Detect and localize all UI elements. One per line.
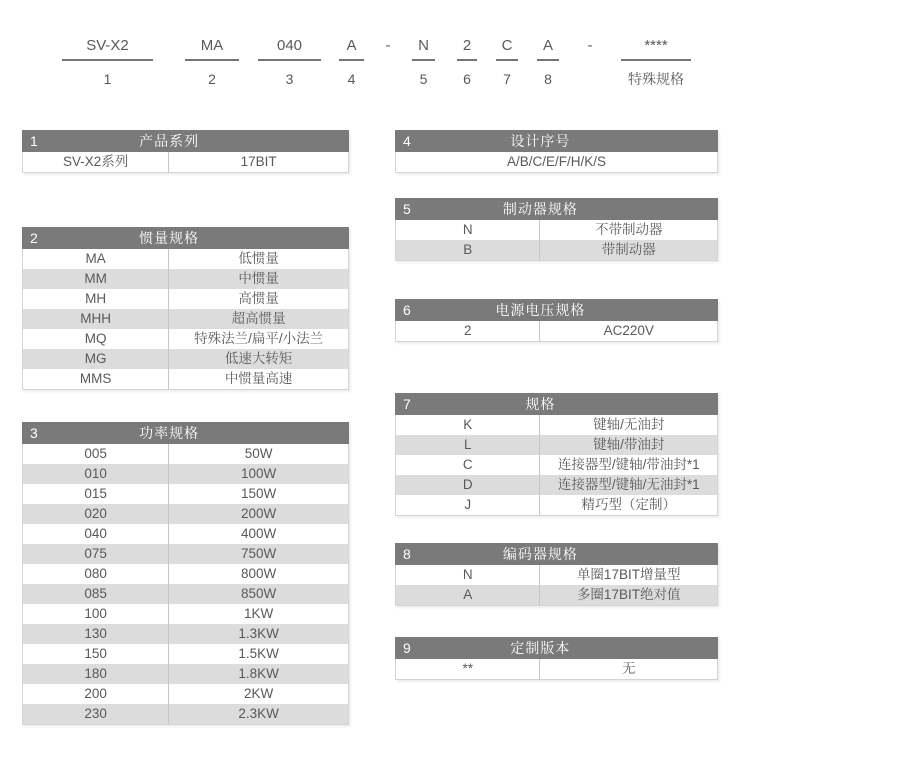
table-row bbox=[23, 604, 348, 624]
code-cell: MQ bbox=[23, 329, 169, 349]
code-cell: 100 bbox=[23, 604, 169, 624]
table-row bbox=[23, 484, 348, 504]
code-segment-1 bbox=[62, 34, 153, 89]
table-number: 4 bbox=[403, 133, 411, 149]
code-segment-6 bbox=[457, 34, 477, 89]
table-body bbox=[395, 152, 718, 173]
table-number: 7 bbox=[403, 396, 411, 412]
code-cell: L bbox=[396, 435, 540, 455]
table-row bbox=[23, 624, 348, 644]
description-cell: 连接器型/键轴/带油封*1 bbox=[557, 457, 700, 472]
description-cell: 无 bbox=[621, 661, 636, 676]
description-cell: 1.5KW bbox=[238, 646, 279, 661]
description-cell: 键轴/无油封 bbox=[593, 417, 665, 432]
code-cell: 015 bbox=[23, 484, 169, 504]
code-cell: B bbox=[396, 240, 540, 260]
table-custom-version bbox=[395, 637, 718, 680]
code-cell: A bbox=[396, 585, 540, 605]
description-cell: 850W bbox=[240, 586, 277, 601]
code-cell: SV-X2系列 bbox=[23, 152, 169, 172]
code-segment-special bbox=[621, 34, 691, 89]
table-title: 功率规格 bbox=[139, 425, 200, 441]
segment-underline bbox=[457, 59, 477, 61]
table-row bbox=[23, 644, 348, 664]
code-cell: 010 bbox=[23, 464, 169, 484]
table-title: 产品系列 bbox=[139, 133, 200, 149]
code-cell: C bbox=[396, 455, 540, 475]
description-cell: 1KW bbox=[243, 606, 274, 621]
description-cell: 2KW bbox=[243, 686, 274, 701]
code-cell: MH bbox=[23, 289, 169, 309]
code-cell: 020 bbox=[23, 504, 169, 524]
description-cell: 750W bbox=[240, 546, 277, 561]
table-row bbox=[396, 565, 717, 585]
value-cell: A/B/C/E/F/H/K/S bbox=[506, 154, 607, 169]
description-cell: AC220V bbox=[603, 323, 654, 338]
segment-underline bbox=[496, 59, 518, 61]
code-cell: 075 bbox=[23, 544, 169, 564]
description-cell: 键轴/带油封 bbox=[593, 437, 665, 452]
table-row bbox=[23, 564, 348, 584]
table-row bbox=[23, 544, 348, 564]
table-body bbox=[395, 321, 718, 342]
code-segment-5 bbox=[412, 34, 435, 89]
table-power-spec bbox=[22, 422, 349, 725]
table-shaft-spec bbox=[395, 393, 718, 516]
table-header bbox=[22, 130, 349, 152]
table-row bbox=[396, 321, 717, 341]
table-body bbox=[22, 152, 349, 173]
segment-number: 7 bbox=[503, 71, 511, 87]
code-cell: N bbox=[396, 565, 540, 585]
table-row bbox=[23, 349, 348, 369]
table-row bbox=[23, 444, 348, 464]
code-text: C bbox=[501, 37, 513, 54]
table-number: 8 bbox=[403, 546, 411, 562]
table-body bbox=[395, 565, 718, 606]
description-cell: 精巧型（定制） bbox=[581, 497, 676, 512]
code-segment-2 bbox=[185, 34, 239, 89]
table-title: 定制版本 bbox=[510, 640, 571, 656]
code-segment-8 bbox=[537, 34, 559, 89]
code-separator bbox=[559, 34, 621, 69]
table-row bbox=[23, 504, 348, 524]
description-cell: 150W bbox=[240, 486, 277, 501]
table-title: 规格 bbox=[525, 396, 556, 412]
table-row bbox=[396, 220, 717, 240]
segment-underline bbox=[621, 59, 691, 61]
table-number: 6 bbox=[403, 302, 411, 318]
description-cell: 50W bbox=[244, 446, 273, 461]
segment-underline bbox=[185, 59, 239, 61]
table-row bbox=[396, 415, 717, 435]
table-number: 1 bbox=[30, 133, 38, 149]
code-cell: 180 bbox=[23, 664, 169, 684]
table-row bbox=[396, 455, 717, 475]
table-row bbox=[23, 464, 348, 484]
code-text: SV-X2 bbox=[86, 37, 129, 54]
table-row bbox=[23, 664, 348, 684]
model-code-strip bbox=[62, 34, 691, 89]
description-cell: 特殊法兰/扁平/小法兰 bbox=[194, 331, 324, 346]
table-design-serial bbox=[395, 130, 718, 173]
code-cell: D bbox=[396, 475, 540, 495]
table-row bbox=[396, 475, 717, 495]
table-brake-spec bbox=[395, 198, 718, 261]
code-segment-3 bbox=[258, 34, 321, 89]
table-body bbox=[395, 659, 718, 680]
code-cell: MA bbox=[23, 249, 169, 269]
code-separator bbox=[364, 34, 412, 69]
table-number: 5 bbox=[403, 201, 411, 217]
table-row bbox=[23, 584, 348, 604]
description-cell: 中惯量高速 bbox=[224, 371, 293, 386]
code-cell: MHH bbox=[23, 309, 169, 329]
table-number: 2 bbox=[30, 230, 38, 246]
table-product-series bbox=[22, 130, 349, 173]
code-text: 040 bbox=[276, 37, 303, 54]
table-header bbox=[395, 198, 718, 220]
table-header bbox=[395, 543, 718, 565]
table-title: 电源电压规格 bbox=[495, 302, 586, 318]
table-body bbox=[22, 444, 349, 725]
segment-number: 特殊规格 bbox=[628, 71, 684, 87]
code-cell: K bbox=[396, 415, 540, 435]
description-cell: 17BIT bbox=[240, 154, 277, 169]
code-cell: 2 bbox=[396, 321, 540, 341]
table-encoder-spec bbox=[395, 543, 718, 606]
code-cell: 080 bbox=[23, 564, 169, 584]
description-cell: 超高惯量 bbox=[231, 311, 286, 326]
segment-underline bbox=[412, 59, 435, 61]
code-cell: 200 bbox=[23, 684, 169, 704]
code-cell: MM bbox=[23, 269, 169, 289]
table-body bbox=[22, 249, 349, 390]
table-row bbox=[23, 684, 348, 704]
segment-number: 3 bbox=[285, 71, 294, 87]
table-row bbox=[396, 435, 717, 455]
description-cell: 连接器型/键轴/无油封*1 bbox=[557, 477, 700, 492]
table-row bbox=[396, 240, 717, 260]
segment-number: 2 bbox=[208, 71, 216, 87]
code-cell: MG bbox=[23, 349, 169, 369]
segment-underline bbox=[537, 59, 559, 61]
code-cell: ** bbox=[396, 659, 540, 679]
description-cell: 2.3KW bbox=[238, 706, 279, 721]
table-row bbox=[396, 495, 717, 515]
description-cell: 高惯量 bbox=[238, 291, 279, 306]
table-body bbox=[395, 415, 718, 516]
code-cell: J bbox=[396, 495, 540, 515]
description-cell: 400W bbox=[240, 526, 277, 541]
code-text: A bbox=[542, 37, 553, 54]
segment-number: 8 bbox=[544, 71, 552, 87]
segment-number: 4 bbox=[347, 71, 356, 87]
table-row bbox=[23, 329, 348, 349]
table-row bbox=[396, 585, 717, 605]
description-cell: 100W bbox=[240, 466, 277, 481]
code-text: A bbox=[346, 37, 357, 54]
description-cell: 低速大转矩 bbox=[224, 351, 293, 366]
code-cell: 150 bbox=[23, 644, 169, 664]
table-row bbox=[23, 269, 348, 289]
table-number: 3 bbox=[30, 425, 38, 441]
segment-underline bbox=[339, 59, 364, 61]
description-cell: 1.8KW bbox=[238, 666, 279, 681]
code-segment-7 bbox=[496, 34, 518, 89]
code-cell: 040 bbox=[23, 524, 169, 544]
table-title: 惯量规格 bbox=[139, 230, 200, 246]
segment-underline bbox=[258, 59, 321, 61]
table-row bbox=[23, 309, 348, 329]
description-cell: 1.3KW bbox=[238, 626, 279, 641]
table-row bbox=[23, 289, 348, 309]
description-cell: 带制动器 bbox=[601, 242, 656, 257]
segment-underline bbox=[62, 59, 153, 61]
table-title: 编码器规格 bbox=[502, 546, 578, 562]
description-cell: 800W bbox=[240, 566, 277, 581]
table-title: 制动器规格 bbox=[502, 201, 578, 217]
table-body bbox=[395, 220, 718, 261]
table-row bbox=[396, 659, 717, 679]
code-cell: MMS bbox=[23, 369, 169, 389]
table-row bbox=[23, 704, 348, 724]
table-row bbox=[23, 524, 348, 544]
code-text: N bbox=[418, 37, 429, 54]
description-cell: 中惯量 bbox=[238, 271, 279, 286]
description-cell: 不带制动器 bbox=[594, 222, 663, 237]
code-cell: N bbox=[396, 220, 540, 240]
code-cell: 130 bbox=[23, 624, 169, 644]
table-voltage-spec bbox=[395, 299, 718, 342]
table-row bbox=[396, 152, 717, 172]
segment-number: 5 bbox=[419, 71, 428, 87]
separator-text: - bbox=[587, 37, 593, 54]
table-inertia-spec bbox=[22, 227, 349, 390]
table-header bbox=[395, 393, 718, 415]
description-cell: 单圈17BIT增量型 bbox=[576, 567, 681, 582]
description-cell: 低惯量 bbox=[238, 251, 279, 266]
code-cell: 230 bbox=[23, 704, 169, 724]
code-cell: 085 bbox=[23, 584, 169, 604]
table-header bbox=[395, 299, 718, 321]
code-segment-4 bbox=[339, 34, 364, 89]
segment-number: 6 bbox=[463, 71, 471, 87]
table-number: 9 bbox=[403, 640, 411, 656]
table-header bbox=[22, 227, 349, 249]
code-text: 2 bbox=[462, 37, 472, 54]
table-row bbox=[23, 369, 348, 389]
table-title: 设计序号 bbox=[510, 133, 571, 149]
table-header bbox=[22, 422, 349, 444]
table-header bbox=[395, 130, 718, 152]
code-text: **** bbox=[644, 37, 668, 54]
separator-text: - bbox=[385, 37, 391, 54]
table-row bbox=[23, 249, 348, 269]
table-header bbox=[395, 637, 718, 659]
code-text: MA bbox=[200, 37, 224, 54]
code-cell: 005 bbox=[23, 444, 169, 464]
description-cell: 多圈17BIT绝对值 bbox=[576, 587, 681, 602]
table-row bbox=[23, 152, 348, 172]
description-cell: 200W bbox=[240, 506, 277, 521]
segment-number: 1 bbox=[103, 71, 112, 87]
